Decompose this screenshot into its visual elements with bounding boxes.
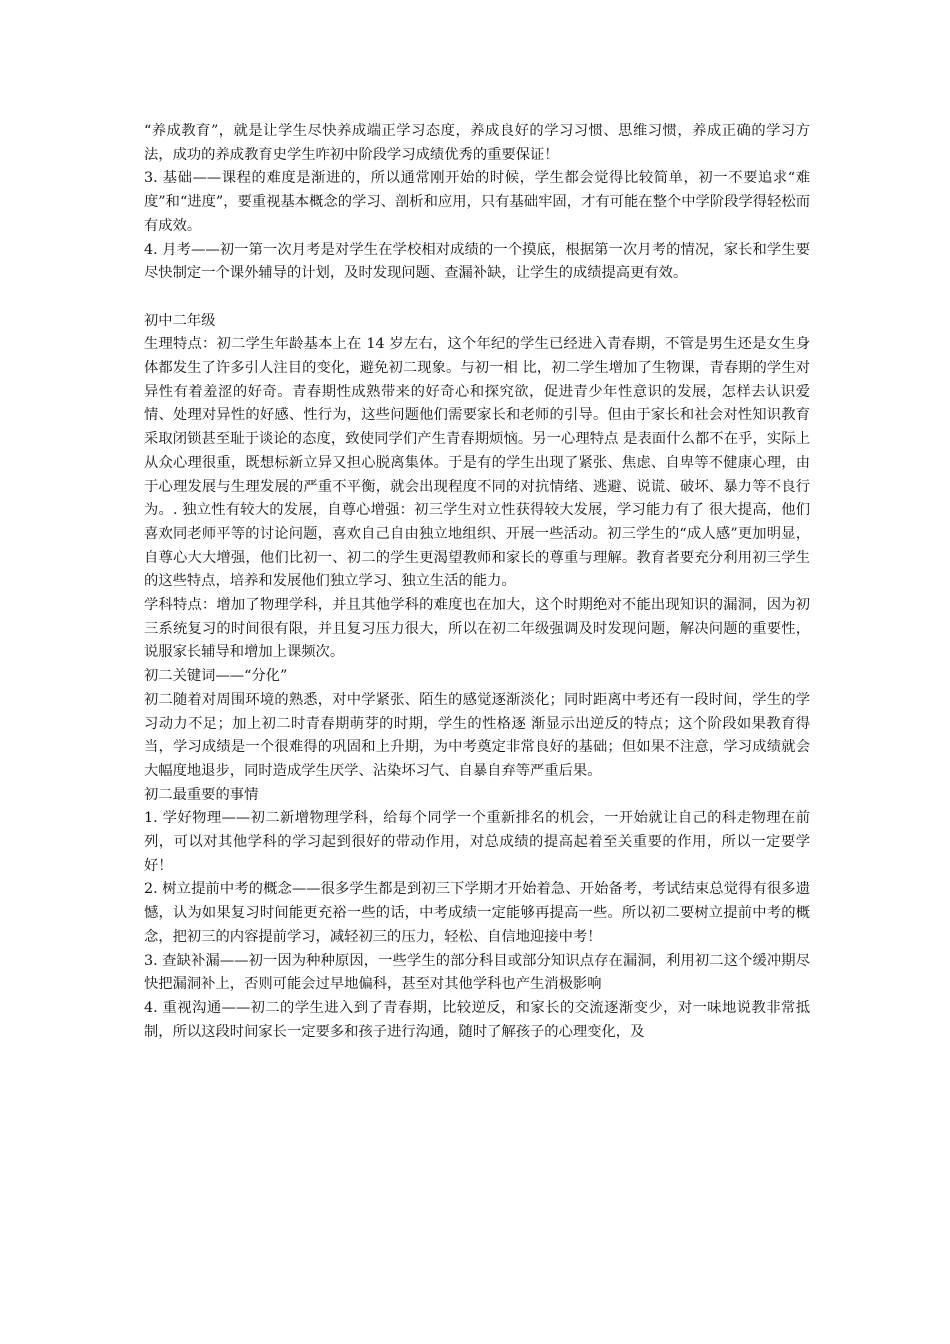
blank-line xyxy=(144,286,810,310)
paragraph-item-4-communication: 4. 重视沟通——初二的学生进入到了青春期，比较逆反，和家长的交流逐渐变少，对一味地说教非常抵制，所以这段时间家长一定要多和孩子进行沟通，随时了解孩子的心理变化，及 xyxy=(144,1000,810,1040)
paragraph-item-1-physics: 1. 学好物理——初二新增物理学科，给每个同学一个重新排名的机会，一开始就让自己的科走物理在前列，可以对其他学科的学习起到很好的带动作用，对总成绩的提高起着至关重要的作用，所以一定要学好！ xyxy=(144,810,810,874)
paragraph-point-4-monthly-exam: 4. 月考——初一第一次月考是对学生在学校相对成绩的一个摸底，根据第一次月考的情况，家长和学生要尽快制定一个课外辅导的计划，及时发现问题、查漏补缺，让学生的成绩提高更有效。 xyxy=(144,241,810,282)
document-body xyxy=(144,120,810,1044)
paragraph-physiological-traits: 生理特点：初二学生年龄基本上在 14 岁左右，这个年纪的学生已经进入青春期，不管是男生还是女生身体都发生了许多引人注目的变化，避免初二现象。与初一相 比，初二学生增加了生物课，青春期的学生对异性有着羞涩的好奇。青春期性成熟带来的好奇心和探究欲，促进青少年性意识的发展，怎样去认识爱情、处理对异性的好感、性行为，这些问题他们需要家长和老师的引导。但由于家长和社会对性知识教育采取闭锁甚至耻于谈论的态度，致使同学们产生青春期烦恼。另一心理特点 是表面什么都不在乎，实际上从众心理很重，既想标新立异又担心脱离集体。于是有的学生出现了紧张、焦虑、自卑等不健康心理，由于心理发展与生理发展的严重不平衡，就会出现程度不同的对抗情绪、逃避、说谎、破坏、暴力等不良行为。. 独立性有较大的发展，自尊心增强：初三学生对立性获得较大发展，学习能力有了 很大提高，他们喜欢同老师平等的讨论问题，喜欢自己自由独立地组织、开展一些活动。初三学生的“成人感”更加明显，自尊心大大增强，他们比初一、初二的学生更渴望教师和家长的尊重与理解。教育者要充分利用初三学生的这些特点，培养和发展他们独立学习、独立生活的能力。 xyxy=(144,336,810,590)
paragraph-item-2-early-exam: 2. 树立提前中考的概念——很多学生都是到初三下学期才开始着急、开始备考，考试结束总觉得有很多遗憾，认为如果复习时间能更充裕一些的话，中考成绩一定能够再提高一些。所以初二要树立提前中考的概念，把初三的内容提前学习，减轻初三的压力，轻松、自信地迎接中考！ xyxy=(144,881,810,945)
paragraph-habit-education: “养成教育”，就是让学生尽快养成端正学习态度，养成良好的学习习惯、思维习惯，养成正确的学习方法，成功的养成教育史学生咋初中阶段学习成绩优秀的重要保证！ xyxy=(144,123,810,163)
subheading-keyword: 初二关键词——“分化” xyxy=(144,668,288,685)
subheading-most-important: 初二最重要的事情 xyxy=(144,786,259,803)
paragraph-differentiation: 初二随着对周围环境的熟悉，对中学紧张、陌生的感觉逐渐淡化；同时距离中考还有一段时间，学生的学习动力不足；加上初二时青春期萌芽的时期，学生的性格逐 渐显示出逆反的特点；这个阶段如果教育得当，学习成绩是一个很难得的巩固和上升期，为中考奠定非常良好的基础；但如果不注意，学习成绩就会大幅度地退步，同时造成学生厌学、沾染坏习气、自暴自弃等严重后果。 xyxy=(144,691,810,779)
paragraph-subject-traits: 学科特点：增加了物理学科，并且其他学科的难度也在加大，这个时期绝对不能出现知识的漏洞，因为初三系统复习的时间很有限，并且复习压力很大，所以在初二年级强调及时发现问题，解决问题的重要性，说服家长辅导和增加上课频次。 xyxy=(144,597,810,661)
paragraph-item-3-fill-gaps: 3. 查缺补漏——初一因为种种原因，一些学生的部分科目或部分知识点存在漏洞，利用初二这个缓冲期尽快把漏洞补上，否则可能会过早地偏科，甚至对其他学科也产生消极影响 xyxy=(144,952,810,993)
section-heading-grade-8: 初中二年级 xyxy=(144,312,216,329)
paragraph-point-3-foundation: 3. 基础——课程的难度是渐进的，所以通常刚开始的时候，学生都会觉得比较简单，初一不要追求“难度”和“进度”，要重视基本概念的学习、剖析和应用，只有基础牢固，才有可能在整个中学阶段学得轻松而有成效。 xyxy=(144,170,810,234)
